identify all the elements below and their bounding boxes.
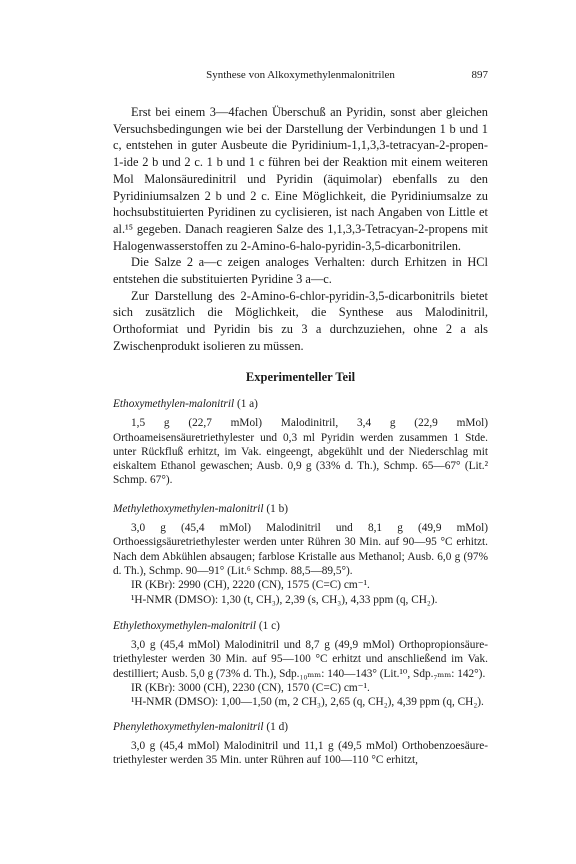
page-header: [113, 69, 488, 85]
compound-name: Ethoxymethylen-malonitril: [113, 398, 235, 410]
compound-entry-1b: [113, 502, 488, 607]
ir-data: IR (KBr): 3000 (CH), 2230 (CN), 1570 (C=C) cm⁻¹.: [131, 682, 370, 695]
compound-title: [113, 720, 488, 734]
procedure-text: 3,0 g (45,4 mMol) Malodinitril und 11,1 g (49,5 mMol) Orthobenzoesäure-triethylester werden 35 Min. unter Rühren auf 100—110 °C erhitzt,: [113, 739, 488, 767]
paragraph: Die Salze 2 a—c zeigen analoges Verhalten: durch Erhitzen in HCl entstehen die substituierten Pyridine 3 a—c.: [113, 255, 488, 287]
experimental-section: [113, 397, 488, 782]
section-title: Experimenteller Teil: [245, 370, 356, 384]
nmr-data: ¹H-NMR (DMSO): 1,30 (t, CH₃), 2,39 (s, CH₃), 4,33 ppm (q, CH₂).: [131, 593, 438, 606]
page-number: 897: [471, 69, 488, 81]
compound-label: (1 a): [236, 398, 258, 410]
compound-entry-1a: [113, 397, 488, 488]
compound-name: Phenylethoxymethylen-malonitril: [113, 720, 264, 733]
procedure-text: 3,0 g (45,4 mMol) Malodinitril und 8,1 g (49,9 mMol) Orthoessigsäuretriethylester werden unter Rühren 30 Min. auf 90—95 °C erhitzt. Nach dem Abkühlen absaugen; farblose Kristalle aus Methanol; Ausb. 6,0 g (97% d. Th.), Schmp. 90—91° (Lit.⁶ Schmp. 88,5—89,5°).: [113, 522, 488, 577]
compound-entry-1d: [113, 720, 488, 768]
procedure-text: 3,0 g (45,4 mMol) Malodinitril und 8,7 g (49,9 mMol) Orthopropionsäure-triethylester werden 30 Min. auf 95—100 °C erhitzt und anschließend im Vak. destilliert; Ausb. 5,0 g (73% d. Th.), Sdp.₁₀ₘₘ: 140—143° (Lit.¹⁰, Sdp.₇ₘₘ: 142°).: [113, 639, 488, 680]
compound-title: [113, 502, 488, 516]
compound-name: Ethylethoxymethylen-malonitril: [113, 619, 257, 632]
intro-text: [113, 104, 488, 355]
compound-name: Methylethoxymethylen-malonitril: [113, 502, 264, 515]
paragraph: Zur Darstellung des 2-Amino-6-chlor-pyridin-3,5-dicarbonitrils bietet sich zusätzlich die Möglichkeit, die Synthese aus Malodinitril, Orthoformiat und Pyridin bis zu 3 a durchzuziehen, ohne 2 a als Zwischenprodukt isolieren zu müssen.: [113, 288, 488, 353]
nmr-data: ¹H-NMR (DMSO): 1,00—1,50 (m, 2 CH₃), 2,65 (q, CH₂), 4,39 ppm (q, CH₂).: [131, 696, 484, 709]
compound-label: (1 c): [258, 619, 280, 632]
paragraph: Erst bei einem 3—4fachen Überschuß an Pyridin, sonst aber gleichen Versuchsbedingungen wie bei der Darstellung der Verbindungen 1 b und 1 c, entstehen in guter Ausbeute die Pyridinium-1,1,3,3-tetracyan-2-propen-1-ide 2 b und 2 c. 1 b und 1 c führen bei der Reaktion mit einem weiteren Mol Malonsäuredinitril und Pyridin (äquimolar) ebenfalls zu den Pyridiniumsalzen 2 b und 2 c. Eine Möglichkeit, die Pyridiniumsalze zu hochsubstituierten Pyridinen zu cyclisieren, ist nach Angaben von Little et al.¹⁵ gegeben. Danach reagieren Salze des 1,1,3,3-Tetracyan-2-propens mit Halogenwasserstoffen zu 2-Amino-6-halo-pyridin-3,5-dicarbonitrilen.: [113, 105, 488, 253]
compound-title: [113, 397, 488, 411]
compound-title: [113, 619, 488, 633]
compound-label: (1 b): [266, 502, 289, 515]
running-title: Synthese von Alkoxymethylenmalonitrilen: [206, 69, 395, 81]
procedure-text: 1,5 g (22,7 mMol) Malodinitril, 3,4 g (22,9 mMol) Orthoameisensäuretriethylester und 0,3 ml Pyridin werden zusammen 1 Stde. unter Rückfluß erhitzt, im Vak. eingeengt, abgekühlt und der Niederschlag mit eiskaltem Ethanol gewaschen; Ausb. 0,9 g (33% d. Th.), Schmp. 65—67° (Lit.² Schmp. 67°).: [113, 417, 488, 487]
ir-data: IR (KBr): 2990 (CH), 2220 (CN), 1575 (C=C) cm⁻¹.: [131, 579, 370, 592]
compound-label: (1 d): [266, 720, 289, 733]
compound-entry-1c: [113, 619, 488, 710]
